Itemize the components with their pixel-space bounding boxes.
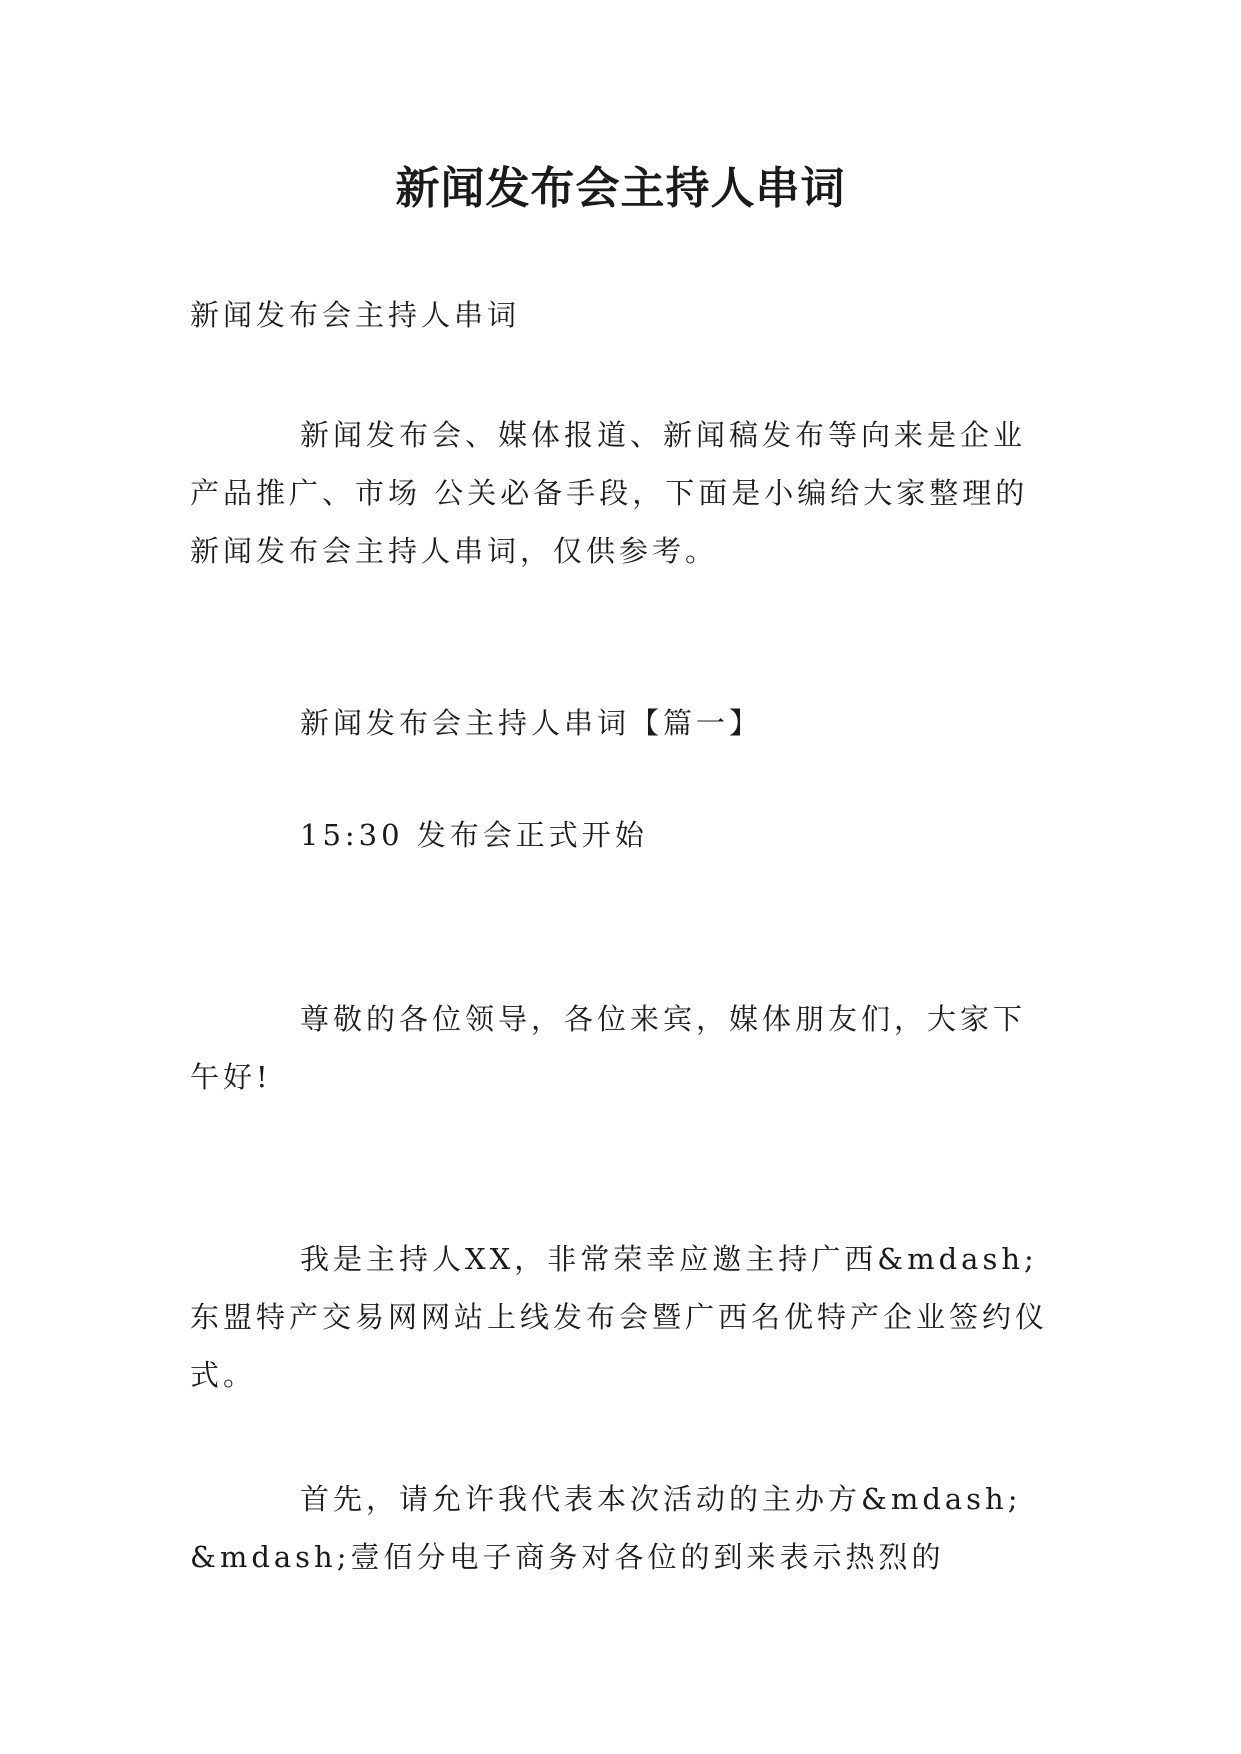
document-title: 新闻发布会主持人串词 (395, 163, 846, 214)
greeting-paragraph: 尊敬的各位领导，各位来宾，媒体朋友们，大家下午好! (190, 1002, 1027, 1094)
section-heading: 新闻发布会主持人串词【篇一】 (300, 706, 763, 740)
welcome-paragraph: 首先，请允许我代表本次活动的主办方&mdash;&mdash;壹佰分电子商务对各位的到来表示热烈的 (190, 1482, 1022, 1574)
host-intro-paragraph: 我是主持人XX，非常荣幸应邀主持广西&mdash;东盟特产交易网网站上线发布会暨广西名优特产企业签约仪式。 (190, 1242, 1049, 1392)
intro-paragraph: 新闻发布会、媒体报道、新闻稿发布等向来是企业产品推广、市场 公关必备手段，下面是小编给大家整理的新闻发布会主持人串词，仅供参考。 (190, 418, 1029, 568)
time-paragraph: 15:30 发布会正式开始 (300, 818, 648, 852)
subtitle-paragraph: 新闻发布会主持人串词 (190, 298, 521, 332)
